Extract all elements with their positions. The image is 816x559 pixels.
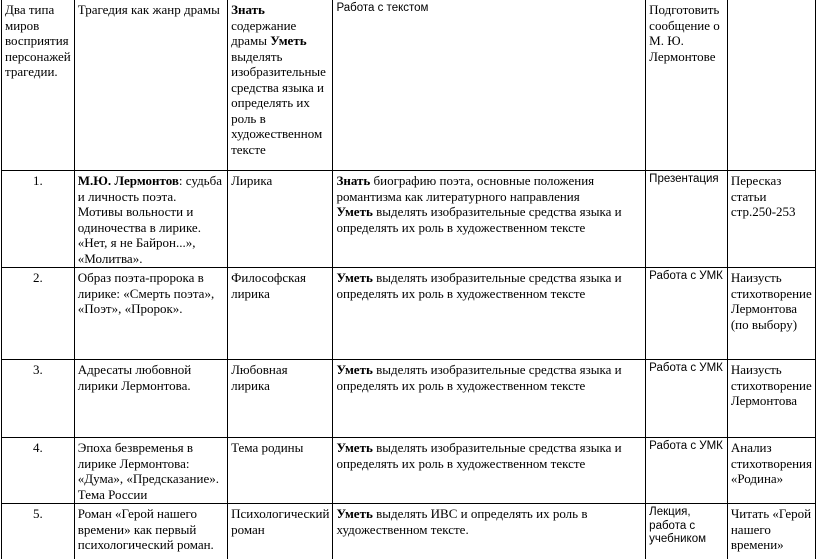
can-text: выделять ИВС и определять их роль в художественном тексте.	[336, 506, 588, 537]
cell-text: Работа с текстом	[336, 2, 429, 14]
can-label: Уметь	[336, 204, 373, 219]
cell-text: Трагедия как жанр драмы	[77, 2, 220, 17]
homework-cell: Читать «Герой нашего времени»	[727, 504, 815, 559]
homework-cell: Пересказ статьи стр.250-253	[727, 171, 815, 268]
can-label: Уметь	[270, 33, 307, 48]
requirements-cell	[333, 171, 646, 268]
can-label: Уметь	[336, 270, 373, 285]
requirements-cell	[333, 504, 646, 559]
can-text: выделять изобразительные средства языка и определять их роль в художественном тексте	[336, 362, 622, 393]
concept-cell: Любовная лирика	[228, 360, 333, 438]
topic-text: : судьба и личность поэта. Мотивы вольности и одиночества в лирике. «Нет, я не Байрон...», «Молитва».	[77, 173, 222, 266]
cell-requirements	[228, 0, 333, 171]
know-text: биографию поэта, основные положения романтизма как литературного направления	[336, 173, 595, 204]
can-text: выделять изобразительные средства языка и определять их роль в художественном тексте	[231, 48, 326, 157]
table-row	[2, 268, 816, 360]
work-cell: Работа с УМК	[646, 268, 728, 360]
know-text: содержание драмы	[231, 17, 297, 48]
topic-cell	[74, 171, 227, 268]
can-text: выделять изобразительные средства языка и определять их роль в художественном тексте	[336, 270, 622, 301]
concept-cell: Философская лирика	[228, 268, 333, 360]
row-number: 4.	[2, 438, 75, 504]
concept-cell: Психологический роман	[228, 504, 333, 559]
row-number: 5.	[2, 504, 75, 559]
table-row	[2, 0, 816, 171]
lesson-plan-table	[1, 0, 816, 559]
topic-cell: Эпоха безвременья в лирике Лермонтова: «Дума», «Предсказание». Тема России	[74, 438, 227, 504]
homework-cell: Анализ стихотворения «Родина»	[727, 438, 815, 504]
can-text: выделять изобразительные средства языка и определять их роль в художественном тексте	[336, 440, 622, 471]
cell-perception-types	[2, 0, 75, 171]
can-label: Уметь	[336, 362, 373, 377]
table-row	[2, 504, 816, 559]
requirements-cell	[333, 360, 646, 438]
cell-text: Два типа миров восприятия персонажей трагедии.	[5, 2, 71, 79]
homework-cell: Наизусть стихотворение Лермонтова (по выбору)	[727, 268, 815, 360]
cell-homework	[646, 0, 728, 171]
topic-cell: Адресаты любовной лирики Лермонтова.	[74, 360, 227, 438]
requirements-cell	[333, 268, 646, 360]
row-number: 3.	[2, 360, 75, 438]
table-row	[2, 171, 816, 268]
homework-cell: Наизусть стихотворение Лермонтова	[727, 360, 815, 438]
concept-cell: Лирика	[228, 171, 333, 268]
can-label: Уметь	[336, 506, 373, 521]
topic-cell: Образ поэта-пророка в лирике: «Смерть поэта», «Поэт», «Пророк».	[74, 268, 227, 360]
cell-empty	[727, 0, 815, 171]
know-label: Знать	[231, 2, 265, 17]
cell-text: Подготовить сообщение о М. Ю. Лермонтове	[649, 2, 720, 64]
requirements-cell	[333, 438, 646, 504]
work-cell: Лекция, работа с учебником	[646, 504, 728, 559]
can-text: выделять изобразительные средства языка и определять их роль в художественном тексте	[336, 204, 622, 235]
work-cell: Работа с УМК	[646, 360, 728, 438]
table-row	[2, 360, 816, 438]
can-label: Уметь	[336, 440, 373, 455]
concept-cell: Тема родины	[228, 438, 333, 504]
row-number: 1.	[2, 171, 75, 268]
work-cell: Презентация	[646, 171, 728, 268]
topic-bold: М.Ю. Лермонтов	[77, 173, 179, 188]
work-cell: Работа с УМК	[646, 438, 728, 504]
cell-tragedy-genre	[74, 0, 227, 171]
row-number: 2.	[2, 268, 75, 360]
table-row	[2, 438, 816, 504]
know-label: Знать	[336, 173, 371, 188]
topic-cell: Роман «Герой нашего времени» как первый психологический роман.	[74, 504, 227, 559]
cell-work-type	[333, 0, 646, 171]
